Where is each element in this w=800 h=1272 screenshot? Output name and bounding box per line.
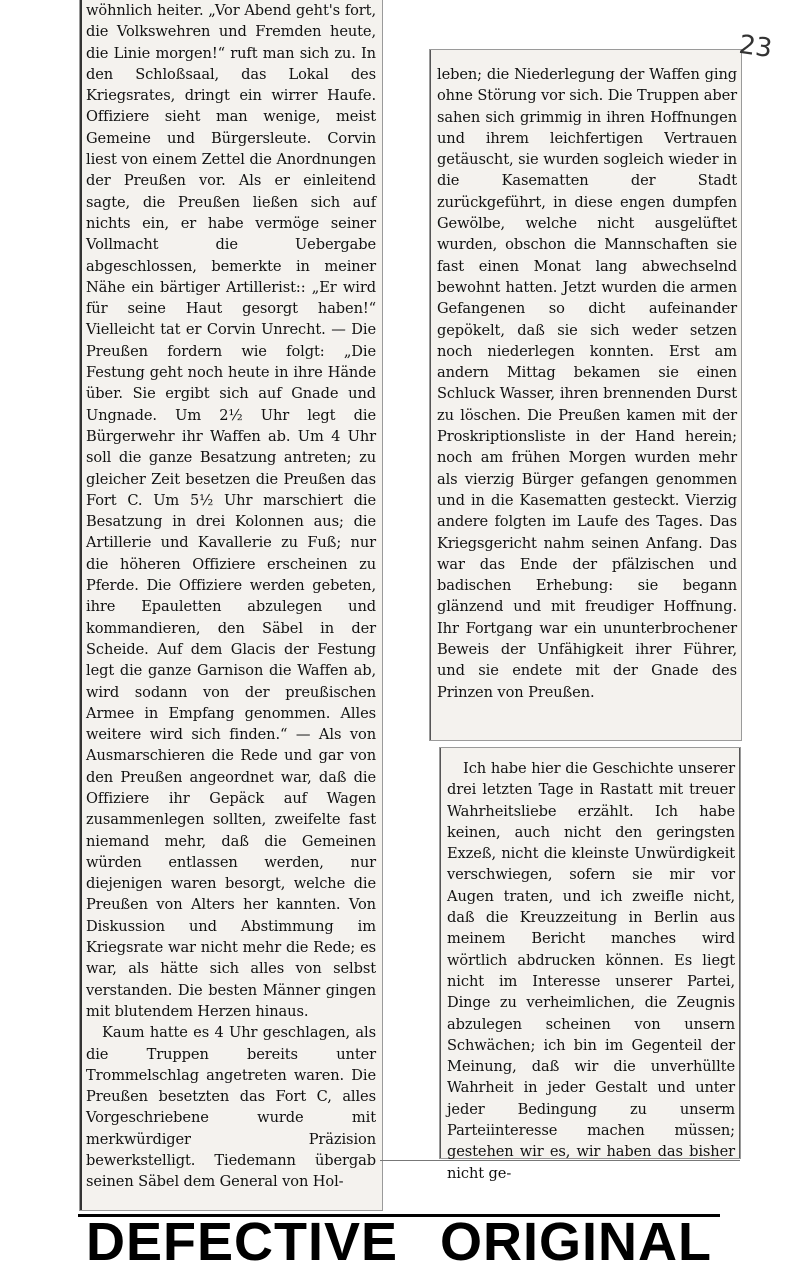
paragraph: Ich habe hier die Geschichte unserer drei letzten Tage in Rastatt mit treuer Wahrheitsliebe erzählt. Ich habe keinen, auch nicht den geringsten Exzeß, nicht die kleinste Unwürdigkeit verschwiegen, sofern sie mir vor Augen traten, und ich zweifle nicht, daß die Kreuzzeitung in Berlin aus meinem Bericht manches wird wörtlich abdrucken können. Es liegt nicht im Interesse unserer Partei, Dinge zu verheimlichen, die Zeugnis abzulegen scheinen von unsern Schwächen; ich bin im Gegenteil der Meinung, daß wir die unverhüllte Wahrheit in jeder Gestalt und unter jeder Bedingung zu unserm Parteiinteresse machen müssen; gestehen wir es, wir haben das bisher nicht ge- — [447, 760, 735, 1182]
page-number: 23 — [736, 29, 774, 65]
paragraph: Kaum hatte es 4 Uhr geschlagen, als die Truppen bereits unter Trommelschlag angetreten waren. Die Preußen besetzten das Fort C, alles Vorgeschriebene wurde mit merkwürdiger Präzision bewerkstelligt. Tiedemann übergab seinen Säbel dem General von Hol- — [86, 1024, 376, 1191]
defective-original-banner — [78, 1211, 720, 1272]
right-column-top — [437, 64, 737, 703]
cut-off-line — [380, 1160, 740, 1175]
right-column-bottom — [447, 758, 735, 1184]
paragraph: wöhnlich heiter. „Vor Abend geht's fort, die Volkswehren und Fremden heute, die Linie morgen!“ ruft man sich zu. In den Schloßsaal, das Lokal des Kriegsrates, dringt ein wirrer Haufe. Offiziere sieht man wenige, meist Gemeine und Bürgersleute. Corvin liest von einem Zettel die Anordnungen der Preußen vor. Als er einleitend sagte, die Preußen ließen sich auf nichts ein, er habe vermöge seiner Vollmacht die Uebergabe abgeschlossen, bemerkte in meiner Nähe ein bärtiger Artillerist:: „Er wird für seine Haut gesorgt haben!“ Vielleicht tat er Corvin Unrecht. — Die Preußen fordern wie folgt: „Die Festung geht noch heute in ihre Hände über. Sie ergibt sich auf Gnade und Ungnade. Um 2½ Uhr legt die Bürgerwehr ihr Waffen ab. Um 4 Uhr soll die ganze Besatzung antreten; zu gleicher Zeit besetzen die Preußen das Fort C. Um 5½ Uhr marschiert die Besatzung in drei Kolonnen aus; die Artillerie und Kavallerie zu Fuß; nur die höheren Offiziere erscheinen zu Pferde. Die Offiziere werden gebeten, ihre Epauletten abzulegen und kommandieren, den Säbel in der Scheide. Auf dem Glacis der Festung legt die ganze Garnison die Waffen ab, wird sodann von der preußischen Armee in Empfang genommen. Alles weitere wird sich finden.“ — Als von Ausmarschieren die Rede und gar von den Preußen angeordnet war, daß die Offiziere ihr Gepäck auf Wagen zusammenlegen sollten, zweifelte fast niemand mehr, daß die Gemeinen würden entlassen werden, nur diejenigen waren besorgt, welche die Preußen von Alters her kannten. Von Diskussion und Abstimmung im Kriegsrate war nicht mehr die Rede; es war, als hätte sich alles von selbst verstanden. Die besten Männer gingen mit blutendem Herzen hinaus. — [86, 2, 376, 1020]
paragraph: leben; die Niederlegung der Waffen ging ohne Störung vor sich. Die Truppen aber sahen sich grimmig in ihren Hoffnungen und ihrem leichfertigen Vertrauen getäuscht, sie wurden sogleich wieder in die Kasematten der Stadt zurückgeführt, in diese engen dumpfen Gewölbe, welche nicht ausgelüftet wurden, obschon die Mannschaften sie fast einen Monat lang abwechselnd bewohnt hatten. Jetzt wurden die armen Gefangenen so dicht aufeinander gepökelt, daß sie sich weder setzen noch niederlegen konnten. Erst am andern Mittag bekamen sie einen Schluck Wasser, ihren brennenden Durst zu löschen. Die Preußen kamen mit der Proskriptionsliste in der Hand herein; noch am frühen Morgen wurden mehr als vierzig Bürger gefangen genommen und in die Kasematten gesteckt. Vierzig andere folgten im Laufe des Tages. Das Kriegsgericht nahm seinen Anfang. Das war das Ende der pfälzischen und badischen Erhebung: sie begann glänzend und mit freudiger Hoffnung. Ihr Fortgang war ein ununterbrochener Beweis der Unfähigkeit ihrer Führer, und sie endete mit der Gnade des Prinzen von Preußen. — [437, 66, 737, 701]
banner-word-defective: DEFECTIVE — [86, 1211, 399, 1272]
left-column — [86, 0, 376, 1193]
banner-word-original: ORIGINAL — [440, 1211, 712, 1272]
